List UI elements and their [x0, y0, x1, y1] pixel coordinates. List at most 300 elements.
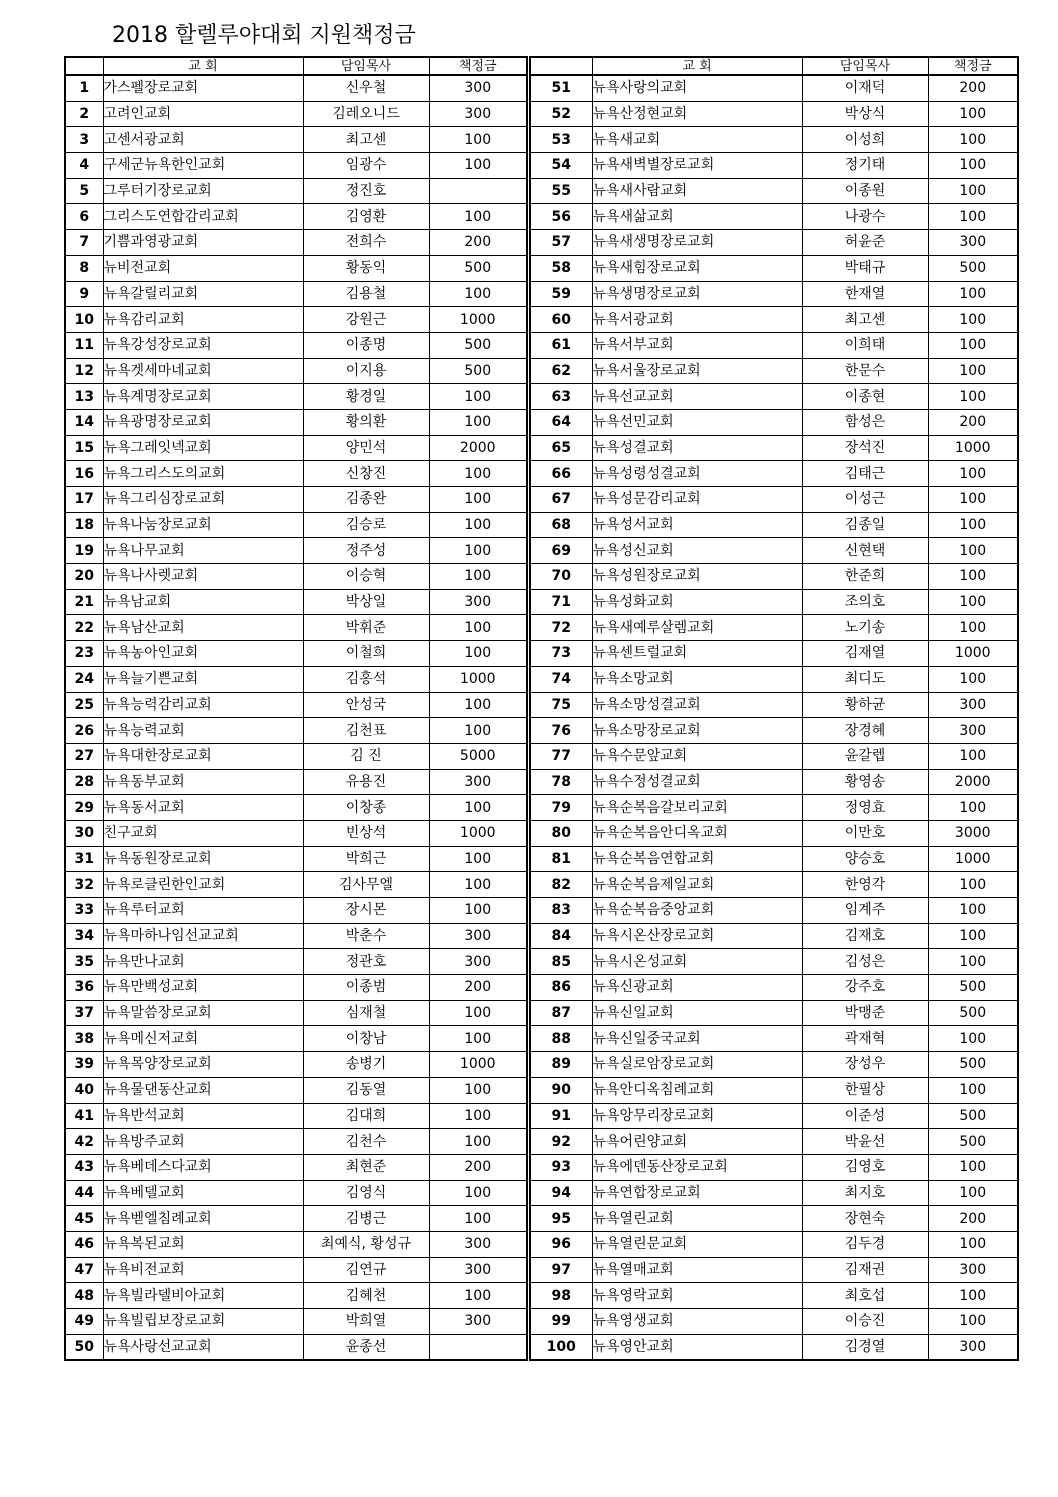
church-name: 뉴욕성령성결교회: [592, 461, 802, 487]
church-name: 뉴욕새벽별장로교회: [592, 153, 802, 179]
row-number: 18: [65, 512, 103, 538]
allocation-amount: 100: [928, 1026, 1018, 1052]
church-name: 뉴욕성결교회: [592, 435, 802, 461]
church-name: 뉴욕물댄동산교회: [103, 1077, 303, 1103]
table-row: [530, 1077, 1018, 1103]
church-name: 뉴욕영락교회: [592, 1283, 802, 1309]
allocation-amount: 100: [429, 615, 527, 641]
church-name: 뉴욕선민교회: [592, 409, 802, 435]
pastor-name: 정주성: [303, 538, 429, 564]
church-name: 뉴욕성원장로교회: [592, 564, 802, 590]
pastor-name: 최호섭: [802, 1283, 928, 1309]
church-name: 뉴욕사랑선교교회: [103, 1334, 303, 1360]
row-number: 96: [530, 1231, 592, 1257]
table-row: [65, 358, 527, 384]
row-number: 64: [530, 409, 592, 435]
pastor-name: 김영식: [303, 1180, 429, 1206]
row-number: 79: [530, 795, 592, 821]
church-name: 뉴욕순복음제일교회: [592, 872, 802, 898]
table-row: [65, 564, 527, 590]
church-name: 뉴욕시온산장로교회: [592, 923, 802, 949]
church-name: 뉴욕비전교회: [103, 1257, 303, 1283]
pastor-name: 신창진: [303, 461, 429, 487]
table-row: [65, 1052, 527, 1078]
row-number: 83: [530, 898, 592, 924]
church-name: 뉴욕로클린한인교회: [103, 872, 303, 898]
table-row: [65, 1283, 527, 1309]
church-name: 뉴욕베데스다교회: [103, 1154, 303, 1180]
church-name: 뉴욕빌라델비아교회: [103, 1283, 303, 1309]
church-name: 뉴욕서광교회: [592, 307, 802, 333]
table-row: [65, 1103, 527, 1129]
row-number: 43: [65, 1154, 103, 1180]
pastor-name: 이재덕: [802, 75, 928, 101]
pastor-name: 최고센: [303, 127, 429, 153]
row-number: 30: [65, 820, 103, 846]
table-header-row: [530, 57, 1018, 75]
pastor-name: 유용진: [303, 769, 429, 795]
table-row: [530, 872, 1018, 898]
row-number: 63: [530, 384, 592, 410]
church-name: 뉴욕신광교회: [592, 975, 802, 1001]
allocation-amount: 100: [928, 358, 1018, 384]
pastor-name: 이성희: [802, 127, 928, 153]
pastor-name: 황동익: [303, 255, 429, 281]
table-row: [65, 743, 527, 769]
table-row: [530, 358, 1018, 384]
table-row: [530, 127, 1018, 153]
church-name: 뉴욕늘기쁜교회: [103, 666, 303, 692]
allocation-amount: 100: [928, 589, 1018, 615]
row-number: 15: [65, 435, 103, 461]
allocation-amount: 100: [429, 1180, 527, 1206]
table-row: [530, 1206, 1018, 1232]
table-row: [65, 949, 527, 975]
row-number: 59: [530, 281, 592, 307]
table-row: [65, 641, 527, 667]
table-row: [530, 1103, 1018, 1129]
table-row: [65, 589, 527, 615]
allocation-amount: 100: [429, 795, 527, 821]
row-number: 31: [65, 846, 103, 872]
pastor-name: 최예식, 황성규: [303, 1231, 429, 1257]
row-number: 89: [530, 1052, 592, 1078]
church-name: 뉴욕생명장로교회: [592, 281, 802, 307]
table-row: [65, 820, 527, 846]
church-name: 뉴욕강성장로교회: [103, 332, 303, 358]
allocation-amount: 500: [429, 255, 527, 281]
church-name: 뉴욕그레잇넥교회: [103, 435, 303, 461]
pastor-name: 김홍석: [303, 666, 429, 692]
row-number: 76: [530, 718, 592, 744]
church-name: 뉴욕열린교회: [592, 1206, 802, 1232]
church-name: 뉴욕수문앞교회: [592, 743, 802, 769]
table-row: [530, 820, 1018, 846]
allocation-amount: 100: [928, 204, 1018, 230]
allocation-amount: 100: [429, 1206, 527, 1232]
table-row: [530, 718, 1018, 744]
row-number: 19: [65, 538, 103, 564]
header-amount: 책정금: [928, 57, 1018, 75]
pastor-name: 김재호: [802, 923, 928, 949]
pastor-name: 김연규: [303, 1257, 429, 1283]
row-number: 46: [65, 1231, 103, 1257]
allocation-amount: 1000: [429, 666, 527, 692]
table-row: [65, 846, 527, 872]
table-row: [530, 204, 1018, 230]
pastor-name: 박맹준: [802, 1000, 928, 1026]
allocation-amount: 100: [429, 898, 527, 924]
allocation-amount: 2000: [928, 769, 1018, 795]
pastor-name: 신우철: [303, 75, 429, 101]
pastor-name: 김재열: [802, 641, 928, 667]
header-number: [65, 57, 103, 75]
table-row: [530, 615, 1018, 641]
pastor-name: 이지용: [303, 358, 429, 384]
header-church: 교 회: [592, 57, 802, 75]
row-number: 20: [65, 564, 103, 590]
pastor-name: 김종완: [303, 487, 429, 513]
row-number: 29: [65, 795, 103, 821]
allocation-amount: 100: [429, 204, 527, 230]
row-number: 67: [530, 487, 592, 513]
pastor-name: 이희태: [802, 332, 928, 358]
table-row: [65, 1000, 527, 1026]
church-name: 뉴욕대한장로교회: [103, 743, 303, 769]
allocation-amount: 300: [928, 718, 1018, 744]
row-number: 92: [530, 1129, 592, 1155]
table-row: [65, 1309, 527, 1335]
allocation-amount: 100: [429, 718, 527, 744]
pastor-name: 정진호: [303, 178, 429, 204]
row-number: 34: [65, 923, 103, 949]
table-row: [530, 281, 1018, 307]
allocation-amount: 100: [429, 872, 527, 898]
allocation-amount: 100: [429, 384, 527, 410]
church-name: 친구교회: [103, 820, 303, 846]
row-number: 51: [530, 75, 592, 101]
church-name: 뉴욕선교교회: [592, 384, 802, 410]
church-name: 뉴욕성서교회: [592, 512, 802, 538]
row-number: 41: [65, 1103, 103, 1129]
table-row: [65, 230, 527, 256]
table-row: [530, 1180, 1018, 1206]
table-row: [530, 1129, 1018, 1155]
row-number: 9: [65, 281, 103, 307]
row-number: 27: [65, 743, 103, 769]
allocation-amount: 1000: [928, 846, 1018, 872]
pastor-name: 이종명: [303, 332, 429, 358]
pastor-name: 최현준: [303, 1154, 429, 1180]
allocation-amount: 100: [429, 846, 527, 872]
church-name: 뉴욕겟세마네교회: [103, 358, 303, 384]
allocation-amount: 100: [429, 1000, 527, 1026]
allocation-amount: 500: [928, 255, 1018, 281]
table-row: [65, 255, 527, 281]
table-header-row: [65, 57, 527, 75]
roster-table-left: [64, 56, 528, 1361]
row-number: 71: [530, 589, 592, 615]
church-name: 뉴욕나무교회: [103, 538, 303, 564]
row-number: 54: [530, 153, 592, 179]
table-row: [65, 872, 527, 898]
pastor-name: 김승로: [303, 512, 429, 538]
table-row: [65, 409, 527, 435]
pastor-name: 박윤선: [802, 1129, 928, 1155]
row-number: 11: [65, 332, 103, 358]
allocation-amount: 100: [928, 1077, 1018, 1103]
church-name: 뉴욕성문감리교회: [592, 487, 802, 513]
pastor-name: 임광수: [303, 153, 429, 179]
row-number: 81: [530, 846, 592, 872]
table-row: [530, 332, 1018, 358]
table-row: [65, 461, 527, 487]
row-number: 38: [65, 1026, 103, 1052]
church-name: 뉴욕복된교회: [103, 1231, 303, 1257]
allocation-amount: 100: [429, 512, 527, 538]
allocation-amount: 100: [928, 332, 1018, 358]
row-number: 98: [530, 1283, 592, 1309]
pastor-name: 김천표: [303, 718, 429, 744]
pastor-name: 강주호: [802, 975, 928, 1001]
pastor-name: 함성은: [802, 409, 928, 435]
row-number: 16: [65, 461, 103, 487]
table-row: [65, 487, 527, 513]
header-church: 교 회: [103, 57, 303, 75]
table-row: [530, 1026, 1018, 1052]
allocation-amount: 300: [429, 75, 527, 101]
pastor-name: 최고센: [802, 307, 928, 333]
header-number: [530, 57, 592, 75]
table-row: [65, 512, 527, 538]
pastor-name: 양민석: [303, 435, 429, 461]
allocation-amount: 100: [429, 1026, 527, 1052]
table-row: [530, 949, 1018, 975]
roster-table-right: [529, 56, 1019, 1361]
pastor-name: 윤종선: [303, 1334, 429, 1360]
church-name: 뉴욕센트럴교회: [592, 641, 802, 667]
allocation-amount: 5000: [429, 743, 527, 769]
row-number: 35: [65, 949, 103, 975]
allocation-amount: 100: [928, 461, 1018, 487]
table-row: [530, 641, 1018, 667]
church-name: 뉴욕새힘장로교회: [592, 255, 802, 281]
row-number: 100: [530, 1334, 592, 1360]
row-number: 56: [530, 204, 592, 230]
row-number: 74: [530, 666, 592, 692]
church-name: 뉴비전교회: [103, 255, 303, 281]
allocation-amount: 3000: [928, 820, 1018, 846]
allocation-amount: 100: [928, 795, 1018, 821]
row-number: 52: [530, 101, 592, 127]
allocation-amount: 100: [928, 307, 1018, 333]
pastor-name: 박상일: [303, 589, 429, 615]
allocation-amount: 100: [928, 178, 1018, 204]
pastor-name: 임계주: [802, 898, 928, 924]
allocation-amount: 100: [429, 1283, 527, 1309]
allocation-amount: 200: [429, 230, 527, 256]
row-number: 45: [65, 1206, 103, 1232]
row-number: 10: [65, 307, 103, 333]
pastor-name: 박춘수: [303, 923, 429, 949]
church-name: 뉴욕열린문교회: [592, 1231, 802, 1257]
allocation-amount: 100: [928, 564, 1018, 590]
church-name: 뉴욕메신저교회: [103, 1026, 303, 1052]
row-number: 55: [530, 178, 592, 204]
table-row: [530, 153, 1018, 179]
row-number: 36: [65, 975, 103, 1001]
row-number: 86: [530, 975, 592, 1001]
allocation-amount: 300: [928, 692, 1018, 718]
allocation-amount: 100: [429, 281, 527, 307]
table-row: [530, 564, 1018, 590]
pastor-name: 이창종: [303, 795, 429, 821]
allocation-amount: 300: [928, 1334, 1018, 1360]
row-number: 97: [530, 1257, 592, 1283]
pastor-name: 김두경: [802, 1231, 928, 1257]
allocation-amount: 100: [928, 743, 1018, 769]
allocation-amount: 300: [429, 923, 527, 949]
church-name: 뉴욕산정현교회: [592, 101, 802, 127]
pastor-name: 한필상: [802, 1077, 928, 1103]
pastor-name: 김용철: [303, 281, 429, 307]
row-number: 48: [65, 1283, 103, 1309]
row-number: 84: [530, 923, 592, 949]
allocation-amount: 100: [928, 487, 1018, 513]
row-number: 65: [530, 435, 592, 461]
allocation-amount: 300: [429, 101, 527, 127]
church-name: 뉴욕그리스도의교회: [103, 461, 303, 487]
table-row: [65, 307, 527, 333]
church-name: 뉴욕베델교회: [103, 1180, 303, 1206]
allocation-amount: 100: [928, 1154, 1018, 1180]
pastor-name: 김레오니드: [303, 101, 429, 127]
table-row: [530, 975, 1018, 1001]
church-name: 고센서광교회: [103, 127, 303, 153]
allocation-amount: 300: [928, 230, 1018, 256]
table-row: [65, 75, 527, 101]
allocation-amount: 300: [928, 1257, 1018, 1283]
allocation-amount: 500: [928, 1000, 1018, 1026]
pastor-name: 박휘준: [303, 615, 429, 641]
table-row: [530, 795, 1018, 821]
allocation-amount: 100: [429, 1129, 527, 1155]
row-number: 23: [65, 641, 103, 667]
church-name: 뉴욕영안교회: [592, 1334, 802, 1360]
pastor-name: 곽재혁: [802, 1026, 928, 1052]
table-row: [65, 204, 527, 230]
allocation-amount: 500: [928, 1103, 1018, 1129]
row-number: 87: [530, 1000, 592, 1026]
allocation-amount: 500: [928, 1052, 1018, 1078]
allocation-amount: 100: [928, 538, 1018, 564]
table-row: [530, 255, 1018, 281]
table-row: [530, 923, 1018, 949]
church-name: 뉴욕열매교회: [592, 1257, 802, 1283]
row-number: 24: [65, 666, 103, 692]
pastor-name: 장석진: [802, 435, 928, 461]
pastor-name: 김경열: [802, 1334, 928, 1360]
allocation-amount: 500: [928, 975, 1018, 1001]
pastor-name: 김재권: [802, 1257, 928, 1283]
church-name: 뉴욕계명장로교회: [103, 384, 303, 410]
allocation-amount: 100: [928, 384, 1018, 410]
row-number: 95: [530, 1206, 592, 1232]
pastor-name: 황영송: [802, 769, 928, 795]
church-name: 뉴욕어린양교회: [592, 1129, 802, 1155]
church-name: 뉴욕나사렛교회: [103, 564, 303, 590]
church-name: 뉴욕수정성결교회: [592, 769, 802, 795]
header-pastor: 담임목사: [802, 57, 928, 75]
church-name: 뉴욕감리교회: [103, 307, 303, 333]
allocation-amount: 100: [429, 461, 527, 487]
church-name: 뉴욕새삶교회: [592, 204, 802, 230]
church-name: 뉴욕영생교회: [592, 1309, 802, 1335]
table-row: [65, 1129, 527, 1155]
row-number: 99: [530, 1309, 592, 1335]
pastor-name: 김영호: [802, 1154, 928, 1180]
header-amount: 책정금: [429, 57, 527, 75]
pastor-name: 김종일: [802, 512, 928, 538]
row-number: 75: [530, 692, 592, 718]
table-row: [65, 1257, 527, 1283]
pastor-name: 정기태: [802, 153, 928, 179]
church-name: 그루터기장로교회: [103, 178, 303, 204]
pastor-name: 한재열: [802, 281, 928, 307]
table-row: [530, 461, 1018, 487]
table-row: [530, 435, 1018, 461]
church-name: 뉴욕방주교회: [103, 1129, 303, 1155]
pastor-name: 김 진: [303, 743, 429, 769]
allocation-amount: 100: [429, 153, 527, 179]
table-row: [530, 769, 1018, 795]
header-pastor: 담임목사: [303, 57, 429, 75]
row-number: 1: [65, 75, 103, 101]
church-name: 뉴욕광명장로교회: [103, 409, 303, 435]
row-number: 91: [530, 1103, 592, 1129]
church-name: 뉴욕순복음중앙교회: [592, 898, 802, 924]
allocation-amount: 1000: [928, 641, 1018, 667]
allocation-amount: 300: [429, 589, 527, 615]
church-name: 뉴욕갈릴리교회: [103, 281, 303, 307]
table-row: [530, 101, 1018, 127]
pastor-name: 황경일: [303, 384, 429, 410]
church-name: 뉴욕만백성교회: [103, 975, 303, 1001]
allocation-amount: 300: [429, 1231, 527, 1257]
row-number: 25: [65, 692, 103, 718]
row-number: 62: [530, 358, 592, 384]
church-name: 뉴욕만나교회: [103, 949, 303, 975]
pastor-name: 김천수: [303, 1129, 429, 1155]
row-number: 4: [65, 153, 103, 179]
allocation-amount: 100: [429, 641, 527, 667]
table-row: [65, 127, 527, 153]
table-row: [65, 435, 527, 461]
pastor-name: 김혜천: [303, 1283, 429, 1309]
church-name: 뉴욕동원장로교회: [103, 846, 303, 872]
pastor-name: 전희수: [303, 230, 429, 256]
row-number: 12: [65, 358, 103, 384]
pastor-name: 박상식: [802, 101, 928, 127]
pastor-name: 이승진: [802, 1309, 928, 1335]
table-row: [530, 512, 1018, 538]
church-name: 뉴욕소망성결교회: [592, 692, 802, 718]
table-row: [530, 846, 1018, 872]
church-name: 뉴욕새교회: [592, 127, 802, 153]
church-name: 뉴욕능력교회: [103, 718, 303, 744]
allocation-amount: 100: [429, 538, 527, 564]
table-row: [65, 666, 527, 692]
